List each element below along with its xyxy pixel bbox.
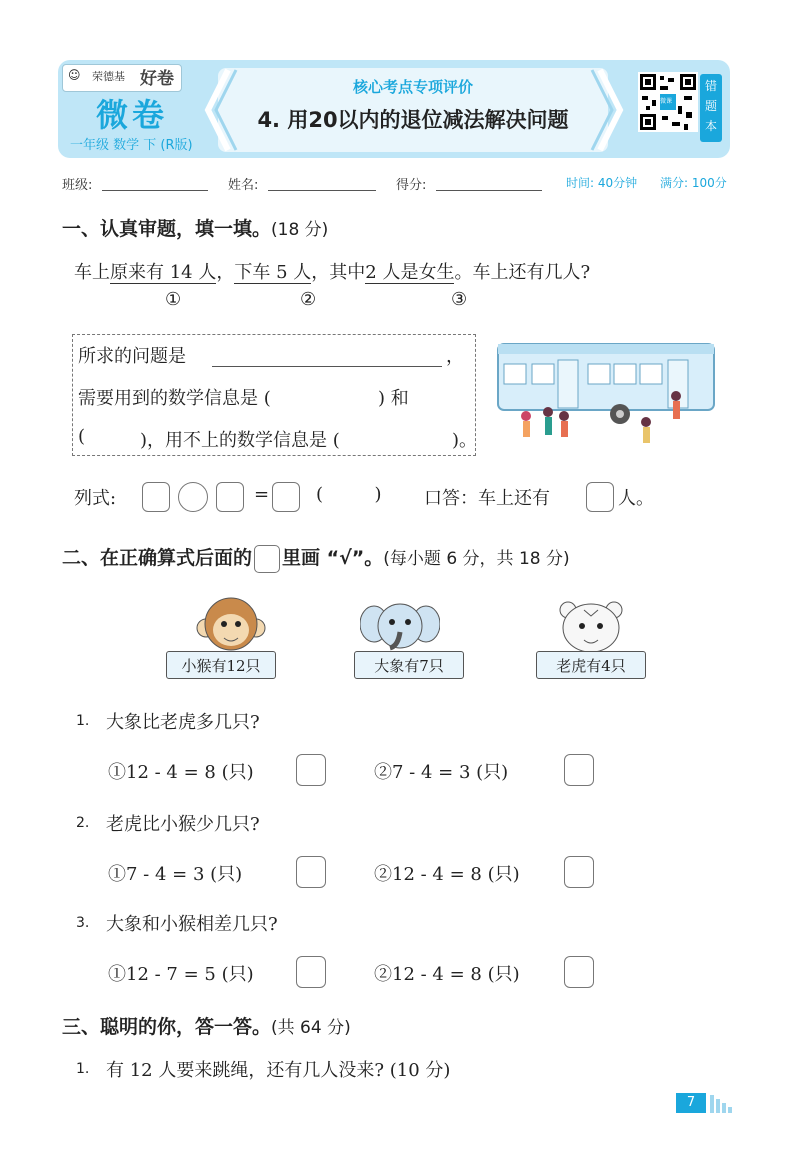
question-1-text: 大象比老虎多几只? [106,712,260,733]
question-prompt: 所求的问题是 [78,346,186,367]
page-number: 7 [676,1093,706,1113]
name-label: 姓名: [228,178,259,193]
q1-option-1: ①12 - 4 = 8 (只) [108,762,254,783]
question-number: 1. [76,713,90,729]
bus-illustration [496,336,718,454]
marker-3: ③ [451,289,468,310]
q2-option-1: ①7 - 4 = 3 (只) [108,864,243,885]
full-score: 满分: 100分 [660,176,727,190]
formula-box-1[interactable] [142,482,170,512]
time-limit: 时间: 40分钟 [566,176,638,190]
sentence-part: 。车上还有几人? [454,262,591,283]
class-field[interactable] [102,190,208,191]
q3-option-2-checkbox[interactable] [564,956,594,988]
elephant-icon [360,598,440,654]
question-number: 3. [76,915,90,931]
answer-unit: 人。 [618,488,654,509]
q1-option-2-checkbox[interactable] [564,754,594,786]
sentence-part: 车上 [74,262,110,283]
inline-box-icon [254,545,280,573]
monkey-icon [196,594,266,654]
qr-label: 微课 [660,98,673,105]
info-underline-2: 下车 5 人 [234,262,312,283]
brand-logo: 好卷 [140,69,174,89]
question-answer-line[interactable] [212,366,442,367]
tiger-icon [556,598,626,654]
info-underline-1: 原来有 14 人 [110,262,217,283]
formula-label: 列式: [74,488,117,509]
section2-points: (每小题 6 分，共 18 分) [383,549,570,569]
question-2-text: 老虎比小猴少几只? [106,814,260,835]
grade-label: 一年级 数学 下 (R版) [70,138,193,153]
needed-info-and: ) 和 [378,388,409,409]
paren-close: )。 [452,430,478,451]
info-underline-3: 2 人是女生 [365,262,455,283]
name-field[interactable] [268,190,376,191]
publisher-name: 荣德基 [92,70,125,83]
formula-box-2[interactable] [216,482,244,512]
equals-sign: = [254,484,270,505]
publisher-logo-icon: ☺ [68,68,81,82]
q3-option-2: ②12 - 4 = 8 (只) [374,964,520,985]
tab-char: 本 [704,119,717,133]
section3-heading [62,1012,351,1039]
needed-info-prompt: 需要用到的数学信息是 ( [78,388,271,409]
punct: ， [446,346,464,367]
tiger-sign: 老虎有4只 [536,651,646,679]
page-bars-icon [708,1093,738,1113]
section1-heading [62,214,328,241]
sentence-part: ，其中 [311,262,366,283]
score-field[interactable] [436,190,542,191]
tab-char: 题 [704,99,717,113]
tab-char: 错 [704,79,717,93]
problem-sentence [74,258,590,284]
class-label: 班级: [62,178,93,193]
q2-option-1-checkbox[interactable] [296,856,326,888]
section2-title-b: 里画 “√”。 [282,547,384,569]
section2-title-a: 二、在正确算式后面的 [62,547,253,569]
q2-option-2: ②12 - 4 = 8 (只) [374,864,520,885]
section1-points: (18 分) [271,220,329,240]
section2-heading [62,543,570,573]
unneeded-info-prompt: )，用不上的数学信息是 ( [140,430,340,451]
q3-option-1: ①12 - 7 = 5 (只) [108,964,254,985]
series-title: 微卷 [96,96,169,134]
answer-label: 口答：车上还有 [424,488,550,509]
elephant-sign: 大象有7只 [354,651,464,679]
question-number: 2. [76,815,90,831]
paren-open: ( [78,426,86,447]
score-label: 得分: [396,178,427,193]
marker-2: ② [300,289,317,310]
question-number: 1. [76,1061,90,1077]
operator-circle[interactable] [178,482,208,512]
question-3-text: 大象和小猴相差几只? [106,914,278,935]
section3-question-1: 有 12 人要来跳绳，还有几人没来? (10 分) [106,1060,451,1081]
mistake-book-tab[interactable] [700,74,722,142]
section1-title: 一、认真审题，填一填。 [62,218,272,240]
marker-1: ① [165,289,182,310]
sentence-part: ， [216,262,235,283]
monkey-sign: 小猴有12只 [166,651,276,679]
formula-result-box[interactable] [272,482,300,512]
q1-option-2: ②7 - 4 = 3 (只) [374,762,509,783]
q3-option-1-checkbox[interactable] [296,956,326,988]
page-title: 4. 用20以内的退位减法解决问题 [257,108,569,132]
answer-box[interactable] [586,482,614,512]
q1-option-1-checkbox[interactable] [296,754,326,786]
section3-title: 三、聪明的你，答一答。 [62,1016,272,1038]
section3-points: (共 64 分) [271,1018,351,1038]
header-subtitle: 核心考点专项评价 [352,78,473,96]
q2-option-2-checkbox[interactable] [564,856,594,888]
unit-paren[interactable]: ( ) [316,484,382,505]
